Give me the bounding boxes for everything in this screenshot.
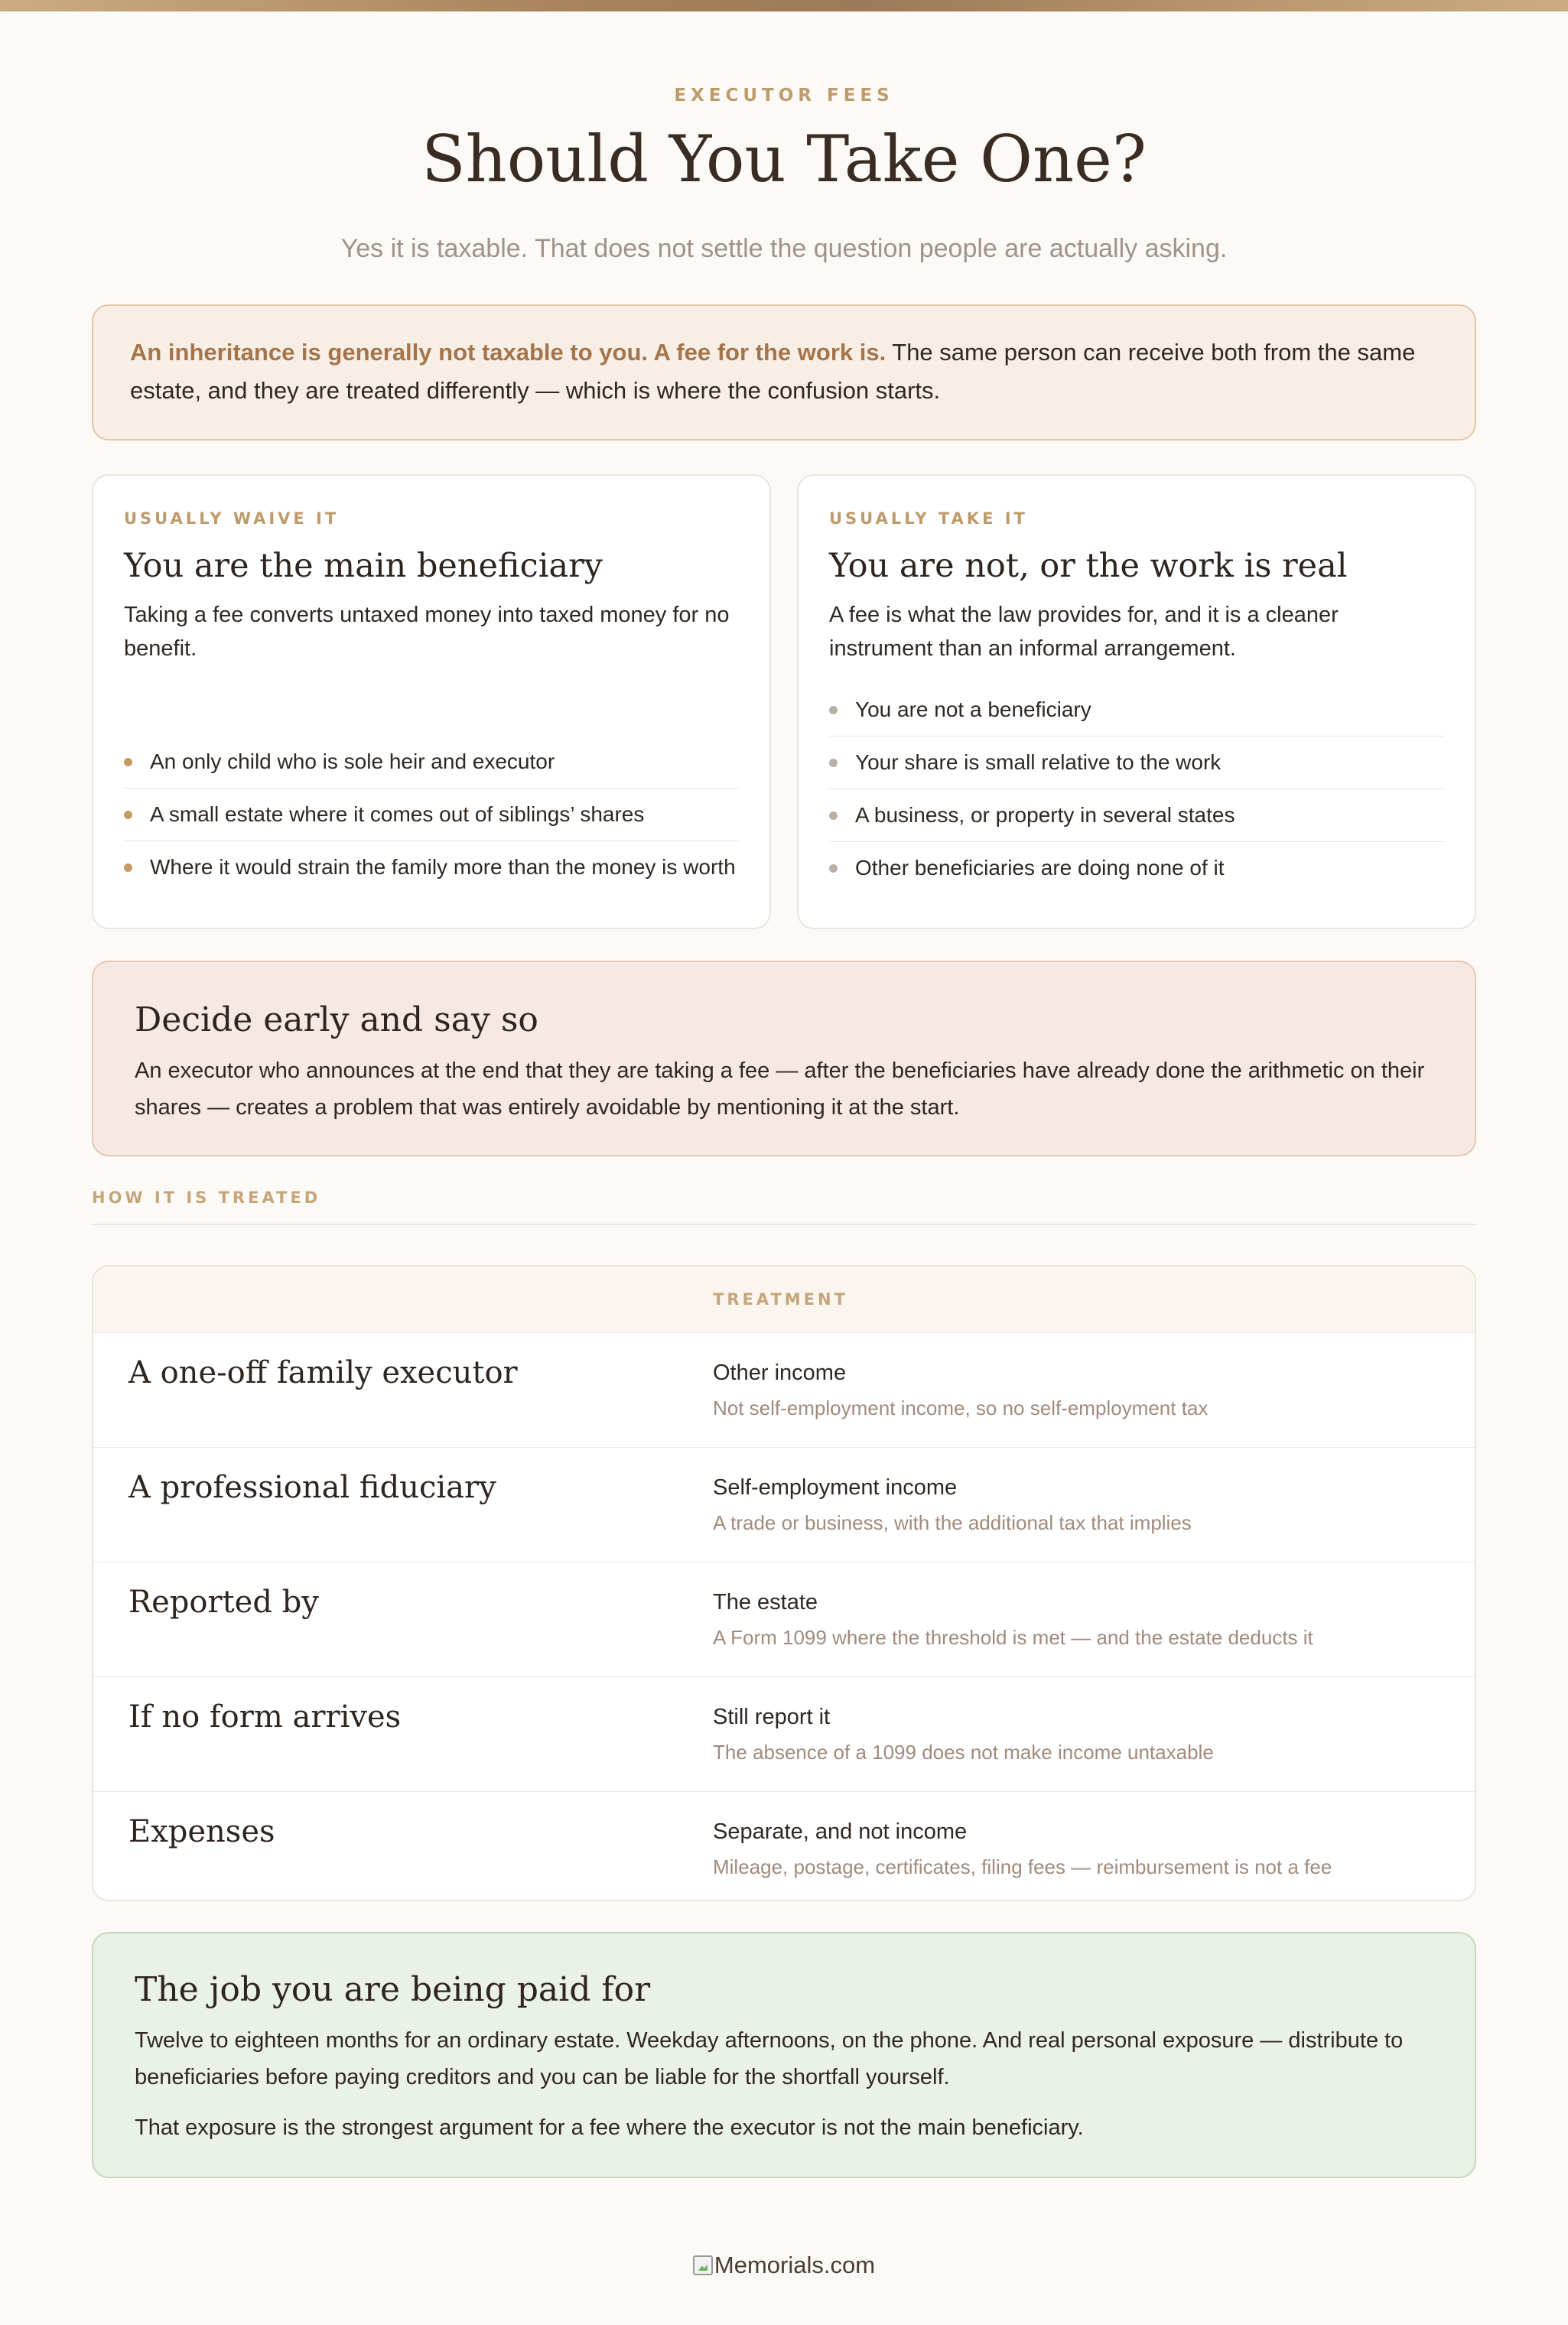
row-note: A trade or business, with the additional tax that implies <box>713 1511 1192 1534</box>
row-label: Reported by <box>128 1585 319 1620</box>
intro-callout <box>92 304 1476 441</box>
list-item-text: A business, or property in several states <box>855 803 1235 827</box>
card-list <box>829 684 1444 894</box>
bullet-dot-icon <box>829 864 838 873</box>
row-note: The absence of a 1099 does not make income untaxable <box>713 1741 1214 1764</box>
table-row <box>93 1448 1475 1562</box>
card-title: You are the main beneficiary <box>124 547 603 585</box>
row-label: A one-off family executor <box>128 1355 518 1390</box>
list-item-text: You are not a beneficiary <box>855 698 1091 721</box>
treatment-table <box>92 1265 1476 1901</box>
callout-lead: An inheritance is generally not taxable to you. A fee for the work is. <box>130 339 886 366</box>
row-label: Expenses <box>128 1814 275 1849</box>
card-description: A fee is what the law provides for, and it is a cleaner instrument than an informal arrangement. <box>829 603 1339 661</box>
list-item <box>829 789 1444 842</box>
callout-body: The same person can receive both from the same estate, and they are treated differently — which is where the confusion starts. <box>130 339 1416 404</box>
job-body: Twelve to eighteen months for an ordinary estate. Weekday afternoons, on the phone. And real personal exposure — distribute to beneficiaries before paying creditors and you can be liable for the shortfall yourself. <box>135 2028 1404 2089</box>
list-item-text: An only child who is sole heir and executor <box>150 750 555 773</box>
table-row <box>93 1677 1475 1792</box>
row-note: Not self-employment income, so no self-employment tax <box>713 1397 1209 1419</box>
row-label: If no form arrives <box>128 1699 402 1735</box>
list-item-text: A small estate where it comes out of siblings’ shares <box>150 802 645 826</box>
bullet-dot-icon <box>829 759 838 767</box>
row-label: A professional fiduciary <box>128 1470 496 1505</box>
row-note: Mileage, postage, certificates, filing fees — reimbursement is not a fee <box>713 1855 1332 1878</box>
warning-body: An executor who announces at the end that they are taking a fee — after the beneficiaries have already done the arithmetic on their shares — creates a problem that was entirely avoidable by mentioning it at the start. <box>135 1058 1425 1120</box>
column-header: TREATMENT <box>713 1290 848 1309</box>
bullet-dot-icon <box>124 758 132 766</box>
job-panel <box>92 1932 1476 2178</box>
page-title: Should You Take One? <box>421 122 1147 197</box>
section-label: HOW IT IS TREATED <box>92 1189 321 1207</box>
table-header <box>93 1267 1475 1333</box>
table-row <box>93 1333 1475 1448</box>
card-waive <box>92 474 771 929</box>
footer-logo[interactable] <box>92 2252 1476 2279</box>
card-take <box>797 474 1476 929</box>
list-item-text: Other beneficiaries are doing none of it <box>855 856 1225 880</box>
card-tag: USUALLY TAKE IT <box>829 509 1028 528</box>
bullet-dot-icon <box>829 811 838 820</box>
eyebrow: EXECUTOR FEES <box>674 86 894 106</box>
page-subtitle: Yes it is taxable. That does not settle the question people are actually asking. <box>340 234 1228 263</box>
row-value: Other income <box>713 1361 847 1385</box>
job-title: The job you are being paid for <box>135 1970 651 2009</box>
list-item <box>829 684 1444 737</box>
card-description: Taking a fee converts untaxed money into taxed money for no benefit. <box>124 603 730 661</box>
bullet-dot-icon <box>124 863 132 872</box>
card-list <box>124 736 739 893</box>
list-item <box>124 789 739 841</box>
table-row <box>93 1792 1475 1901</box>
table-row <box>93 1562 1475 1677</box>
bullet-dot-icon <box>124 811 132 819</box>
list-item <box>124 736 739 789</box>
row-value: Still report it <box>713 1705 831 1729</box>
row-note: A Form 1099 where the threshold is met — and the estate deducts it <box>713 1626 1313 1649</box>
warning-panel <box>92 961 1476 1156</box>
card-tag: USUALLY WAIVE IT <box>124 509 340 528</box>
broken-image-icon <box>693 2255 713 2275</box>
list-item <box>829 737 1444 789</box>
section-divider <box>92 1224 1476 1225</box>
top-accent-bar <box>0 0 1568 11</box>
row-value: The estate <box>713 1590 818 1614</box>
job-conclusion: That exposure is the strongest argument for a fee where the executor is not the main beneficiary. <box>135 2115 1084 2140</box>
list-item <box>124 841 739 893</box>
footer-logo-alt: Memorials.com <box>714 2252 876 2278</box>
card-title: You are not, or the work is real <box>829 547 1348 585</box>
row-value: Self-employment income <box>713 1475 958 1500</box>
list-item-text: Your share is small relative to the work <box>855 750 1222 774</box>
list-item <box>829 842 1444 894</box>
row-value: Separate, and not income <box>713 1819 968 1844</box>
warning-title: Decide early and say so <box>135 1000 538 1039</box>
list-item-text: Where it would strain the family more than the money is worth <box>150 855 736 879</box>
bullet-dot-icon <box>829 706 838 714</box>
